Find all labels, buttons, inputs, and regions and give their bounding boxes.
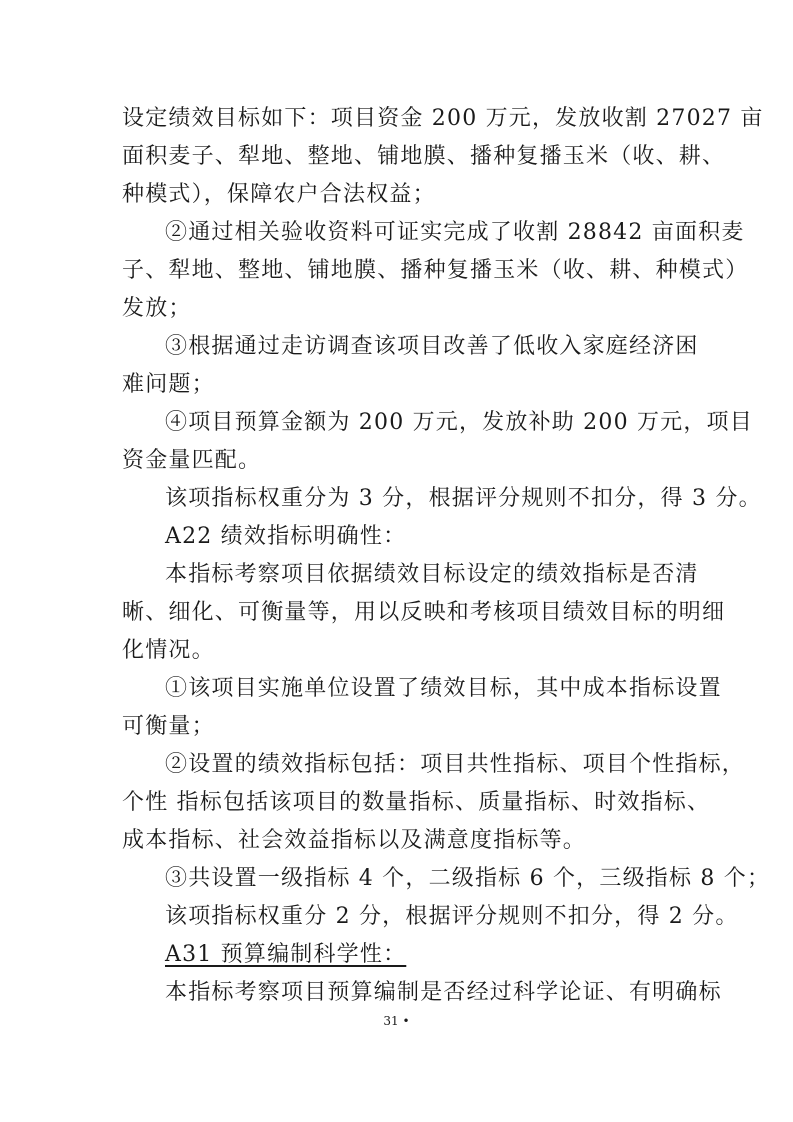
section-heading-a22: A22 绩效指标明确性：	[165, 524, 407, 549]
text-line: 本指标考察项目依据绩效目标设定的绩效指标是否清	[165, 562, 699, 587]
text-line: ②设置的绩效指标包括：项目共性指标、项目个性指标，	[165, 752, 746, 777]
text-line: ①该项目实施单位设置了绩效目标，其中成本指标设置	[165, 676, 722, 701]
text-line: 成本指标、社会效益指标以及满意度指标等。	[122, 828, 587, 853]
text-line: 种模式），保障农户合法权益；	[122, 182, 436, 207]
text-line: 子、犁地、整地、铺地膜、播种复播玉米（收、耕、种模式）	[122, 258, 749, 283]
text-line: ④项目预算金额为 200 万元，发放补助 200 万元，项目	[165, 410, 753, 435]
text-line: 资金量匹配。	[122, 448, 262, 473]
text-line: 化情况。	[122, 638, 215, 663]
text-line: 难问题；	[122, 372, 215, 397]
text-line: 本指标考察项目预算编制是否经过科学论证、有明确标	[165, 980, 722, 1005]
text-line: 设定绩效目标如下：项目资金 200 万元，发放收割 27027 亩	[122, 106, 764, 131]
text-line: 发放；	[122, 296, 192, 321]
section-heading-a31: A31 预算编制科学性：	[165, 942, 407, 967]
text-line: ③共设置一级指标 4 个，二级指标 6 个，三级指标 8 个；	[165, 866, 771, 891]
text-line: 可衡量；	[122, 714, 215, 739]
text-line: 面积麦子、犁地、整地、铺地膜、播种复播玉米（收、耕、	[122, 144, 726, 169]
text-line: 该项指标权重分 2 分，根据评分规则不扣分，得 2 分。	[165, 904, 739, 929]
text-line: 晰、细化、可衡量等，用以反映和考核项目绩效目标的明细	[122, 600, 726, 625]
text-line: ②通过相关验收资料可证实完成了收割 28842 亩面积麦	[165, 220, 745, 245]
text-line: ③根据通过走访调查该项目改善了低收入家庭经济困	[165, 334, 699, 359]
text-line: 个性 指标包括该项目的数量指标、质量指标、时效指标、	[122, 790, 711, 815]
text-line: 该项指标权重分为 3 分，根据评分规则不扣分，得 3 分。	[165, 486, 762, 511]
page-number: 31 •	[383, 1014, 410, 1028]
